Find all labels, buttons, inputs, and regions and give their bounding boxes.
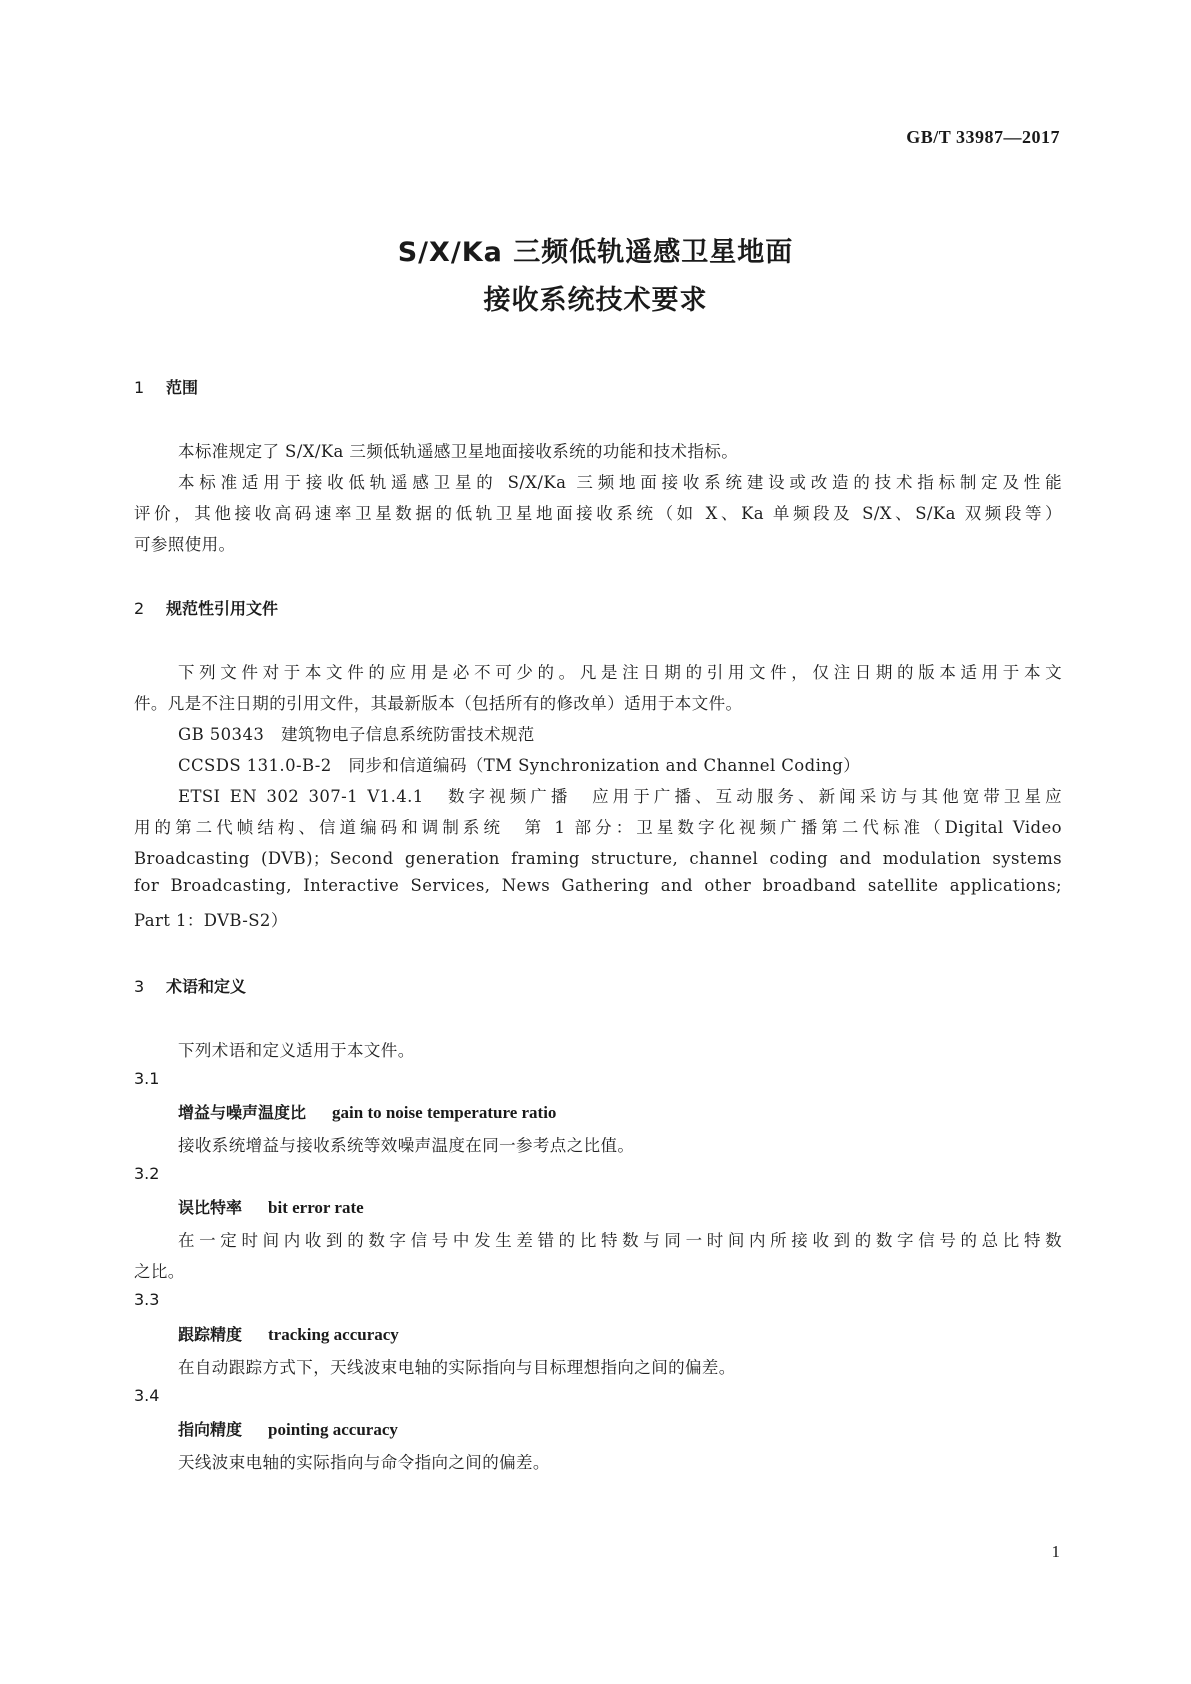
section-heading-terms-definitions <box>134 974 246 997</box>
section-heading-normative-references <box>134 596 278 619</box>
term-number: 3.2 <box>134 1164 160 1183</box>
section-number: 2 <box>134 599 145 618</box>
term-number: 3.4 <box>134 1386 160 1405</box>
standard-code: GB/T 33987—2017 <box>906 127 1060 147</box>
paragraph-line: 件。凡是不注日期的引用文件，其最新版本（包括所有的修改单）适用于本文件。 <box>134 694 743 713</box>
reference-item-line: Broadcasting (DVB)；Second generation framing structure, channel coding and modulation systems <box>134 849 1062 868</box>
section-number: 3 <box>134 977 145 996</box>
reference-item: GB 50343 建筑物电子信息系统防雷技术规范 <box>178 725 535 744</box>
paragraph: 下列术语和定义适用于本文件。 <box>178 1041 415 1060</box>
document-title-line2: 接收系统技术要求 <box>483 285 708 316</box>
paragraph-line: 下列文件对于本文件的应用是必不可少的。凡是注日期的引用文件，仅注日期的版本适用于本文 <box>178 663 1062 682</box>
term-definition: 在自动跟踪方式下，天线波束电轴的实际指向与目标理想指向之间的偏差。 <box>178 1358 736 1377</box>
reference-item-line: 用的第二代帧结构、信道编码和调制系统 第 1 部分：卫星数字化视频广播第二代标准（Digital Video <box>134 818 1062 837</box>
term-number: 3.1 <box>134 1069 160 1088</box>
reference-item-line: ETSI EN 302 307-1 V1.4.1 数字视频广播 应用于广播、互动服务、新闻采访与其他宽带卫星应 <box>178 787 1062 806</box>
term-number: 3.3 <box>134 1290 160 1309</box>
term-en: gain to noise temperature ratio <box>332 1103 557 1122</box>
term-zh: 指向精度 <box>178 1420 243 1439</box>
term-zh: 误比特率 <box>178 1198 243 1217</box>
section-heading-scope <box>134 375 198 398</box>
paragraph-line: 评价，其他接收高码速率卫星数据的低轨卫星地面接收系统（如 X、Ka 单频段及 S/X、S/Ka 双频段等） <box>134 504 1062 523</box>
term-zh: 增益与噪声温度比 <box>178 1103 307 1122</box>
section-title: 范围 <box>166 378 199 397</box>
paragraph: 本标准规定了 S/X/Ka 三频低轨遥感卫星地面接收系统的功能和技术指标。 <box>178 442 739 461</box>
paragraph-line: 可参照使用。 <box>134 535 236 554</box>
reference-item-line: Part 1：DVB-S2） <box>134 911 288 930</box>
term-definition-line: 在一定时间内收到的数字信号中发生差错的比特数与同一时间内所接收到的数字信号的总比特数 <box>178 1231 1062 1250</box>
page-number: 1 <box>1051 1542 1060 1561</box>
term-definition: 天线波束电轴的实际指向与命令指向之间的偏差。 <box>178 1453 550 1472</box>
document-title-line1: S/X/Ka 三频低轨遥感卫星地面 <box>397 237 794 268</box>
term-heading <box>178 1417 398 1440</box>
term-definition-line: 之比。 <box>134 1262 185 1281</box>
term-heading <box>178 1100 556 1123</box>
term-heading <box>178 1322 399 1345</box>
term-definition: 接收系统增益与接收系统等效噪声温度在同一参考点之比值。 <box>178 1136 635 1155</box>
term-heading <box>178 1195 364 1218</box>
reference-item: CCSDS 131.0-B-2 同步和信道编码（TM Synchronization and Channel Coding） <box>178 756 861 775</box>
term-en: tracking accuracy <box>268 1325 399 1344</box>
paragraph-line: 本标准适用于接收低轨遥感卫星的 S/X/Ka 三频地面接收系统建设或改造的技术指标制定及性能 <box>178 473 1062 492</box>
section-title: 规范性引用文件 <box>166 599 279 618</box>
term-zh: 跟踪精度 <box>178 1325 243 1344</box>
section-title: 术语和定义 <box>166 977 247 996</box>
term-en: pointing accuracy <box>268 1420 398 1439</box>
term-en: bit error rate <box>268 1198 364 1217</box>
section-number: 1 <box>134 378 145 397</box>
reference-item-line: for Broadcasting, Interactive Services, News Gathering and other broadband satellite applications; <box>134 876 1062 895</box>
